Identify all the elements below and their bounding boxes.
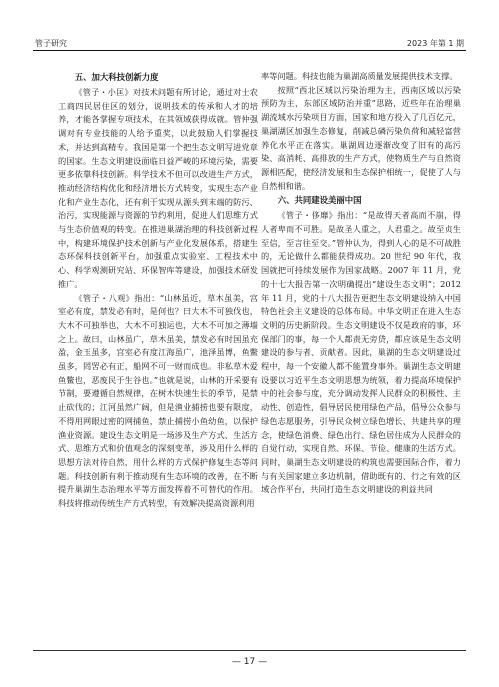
footer-rule — [33, 650, 466, 651]
header-rule — [33, 50, 466, 51]
issue-label: 2023 年第 1 期 — [406, 39, 464, 48]
section-heading-6: 六、共同建设美丽中国 — [277, 195, 362, 206]
page-number: — 17 — — [231, 657, 268, 667]
journal-name: 管子研究 — [35, 39, 67, 48]
right-column — [261, 70, 461, 497]
body-paragraph: 《管子・侈靡》指出：“是故得天者高而不崩，得人者卑而不可胜。是故圣人重之，人君重之。故至贞生至信，至言往至交。”管仲认为，得到人心的是不可战胜的，无论做什么都能获得成功。20 世纪 90 年代，我国就把可持续发展作为国家战略。2007 年 11 月，党的十七大报告第一次明确提出“建设生态文明”；2012 年 11 月，党的十八大报告更把生态文明建设纳入中国特色社会主义建设的总体布局。中华文明正在进入生态文明的历史新阶段。生态文明建设不仅是政府的事，环保部门的事，每一个人都责无旁贷，都应该是生态文明建设的参与者、贡献者。因此，巢湖的生态文明建设过程中，每一个安徽人都不能置身事外。巢湖生态文明建设要以习近平生态文明思想为统领，着力提高环境保护中的社会参与度，充分调动发挥人民群众的积极性、主动性、创造性，倡导居民使用绿色产品，倡导公众参与绿色志愿服务，引导民众树立绿色增长、共建共享的理念，使绿色消费、绿色出行、绿色居住成为人民群众的自觉行动，实现自然、环保、节俭、健康的生活方式。同时，巢湖生态文明建设的构筑也需要国际合作，着力与有关国家建立多边机制，借助既有的、行之有效的区域合作平台，共同打造生态文明建设的利益共同 — [261, 210, 461, 495]
body-paragraph: 《管子・小匡》对技术问题有所讨论，通过对士农工商四民居住区的划分，说明技术的传承和人才的培养，才能各掌握专项技术，在其领域获得成就。管仲强调对有专业技能的人给予重奖，以此鼓励人们掌握技术，并达到高精专。我国是第一个把生态文明写进党章的国家。生态文明建设面临日益严峻的环境污染，需要更多依靠科技创新。科学技术不但可以改进生产方式，推动经济结构优化和经济增长方式转变，实现生态产业化和产业生态化，还有利于实现从源头到末端的防污、治污，实现能源与资源的节约利用，促进人们思维方式与生态价值观的转变。在推进巢湖治理的科技创新过程中，构建环境保护技术创新与产业化发展体系，搭建生态环保科技创新平台，加强重点实验室、工程技术中心、科学观测研究站、环保智库等建设，加强技术研发推广。 — [58, 87, 258, 289]
body-paragraph: 按照“西北区域以污染治理为主，西南区域以污染预防为主，东部区域防治并重”思路，近些年在治理巢湖流域水污染项目方面，国家和地方投入了几百亿元，巢湖湖区加强生态修复，削减总磷污染负荷和减轻富营养化水平正在落实。巢湖周边逐渐改变了旧有的高污染、高消耗、高排放的生产方式，使物质生产与自然资源相匹配，使经济发展和生态保护相统一，促使了人与自然相和谐。 — [261, 84, 461, 191]
body-paragraph-continued: 率等问题。科技也能为巢湖高质量发展提供技术支撑。 — [261, 71, 458, 81]
section-heading-5: 五、加大科技创新力度 — [74, 72, 159, 82]
running-header — [33, 30, 466, 52]
body-paragraph: 《管子・八观》指出：“山林虽近，草木虽美，宫室必有度，禁发必有时，是何也？曰大木不可独伐也，大木不可独举也，大木不可独运也，大木不可加之薄墙之上。故曰，山林虽广，草木虽美，禁发必有时国虽充盈，金玉虽多，宫室必有度江海虽广，池泽虽博，鱼鳖虽多，罔罟必有正，船网不可一财而成也。非私草木爱鱼鳖也，恶废民于生谷也。”也就是说，山林的开采要有节制，要遵循自然规律，在树木快速生长的季节，是禁止砍伐的；江河虽然广阔，但是渔业捕捞也要有限度，不得用网眼过密的网捕鱼，禁止捕捞小鱼幼鱼，以保护渔业资源。建设生态文明是一场涉及生产方式、生活方式、思维方式和价值观念的深刻变革，涉及用什么样的思想方法对待自然，用什么样的方式保护修复生态等问题。科技创新有利于推动现有生态环境的改善，在不断提升巢湖生态治理水平等方面发挥着不可替代的作用。科技将推动传统生产方式转型，有效解决提高资源利用 — [58, 292, 258, 509]
left-column — [58, 70, 258, 511]
